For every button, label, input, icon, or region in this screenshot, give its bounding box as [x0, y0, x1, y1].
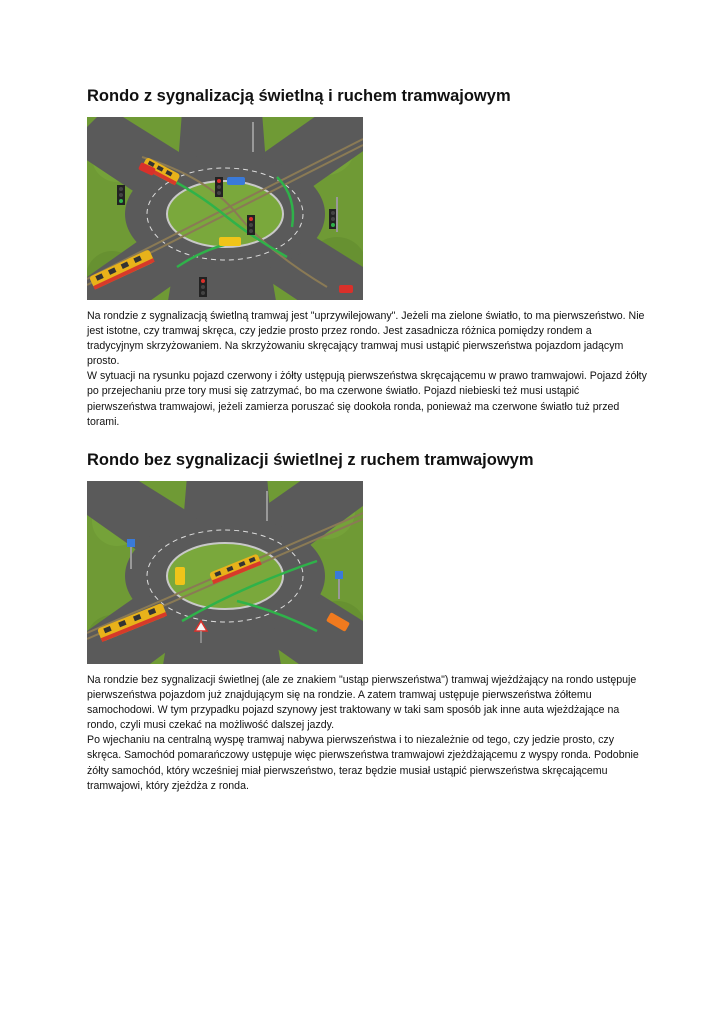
roundabout-with-signals-illustration	[87, 117, 363, 300]
roundabout-without-signals-illustration	[87, 481, 363, 664]
section2-title: Rondo bez sygnalizacji świetlnej z ruchem tramwajowym	[87, 451, 534, 469]
section2-body	[87, 673, 647, 794]
section1-body	[87, 309, 647, 430]
section1-title: Rondo z sygnalizacją świetlną i ruchem tramwajowym	[87, 87, 511, 105]
section1-paragraph-2: W sytuacji na rysunku pojazd czerwony i żółty ustępują pierwszeństwa skręcającemu w prawo tramwajowi. Pojazd żółty po przejechaniu prze tory musi się zatrzymać, bo ma czerwone światło. Pojazd niebieski też musi ustąpić pierwszeństwa tramwajowi, jeżeli zamierza poruszać się dookoła ronda, ponieważ ma czerwone światło tuż przed torami.	[87, 370, 647, 428]
section2-paragraph-2: Po wjechaniu na centralną wyspę tramwaj nabywa pierwszeństwa i to niezależnie od tego, czy jedzie prosto, czy skręca. Samochód pomarańczowy ustępuje więc pierwszeństwa tramwajowi zjeżdżającemu z wyspy ronda. Podobnie żółty samochód, który wcześniej miał pierwszeństwo, teraz będzie musiał ustąpić pierwszeństwa skręcającemu tramwajowi, który zjeżdża z ronda.	[87, 734, 639, 792]
section1-paragraph-1: Na rondzie z sygnalizacją świetlną tramwaj jest "uprzywilejowany". Jeżeli ma zielone światło, to ma pierwszeństwo. Nie jest istotne, czy tramwaj skręca, czy jedzie prosto przez rondo. Jest zasadnicza różnica pomiędzy rondem a tradycyjnym skrzyżowaniem. Na skrzyżowaniu skręcający tramwaj musi ustąpić pierwszeństwa pojazdom jadącym prosto.	[87, 310, 645, 368]
section2-paragraph-1: Na rondzie bez sygnalizacji świetlnej (ale ze znakiem "ustąp pierwszeństwa") tramwaj wjeżdżający na rondo ustępuje pierwszeństwa pojazdom już znajdującym się na rondzie. A zatem tramwaj ustępuje pierwszeństwa żółtemu samochodowi. W tym przypadku pojazd szynowy jest traktowany w taki sam sposób jak inne auta wjeżdżające na rondo, czyli musi czekać na możliwość dalszej jazdy.	[87, 674, 637, 732]
